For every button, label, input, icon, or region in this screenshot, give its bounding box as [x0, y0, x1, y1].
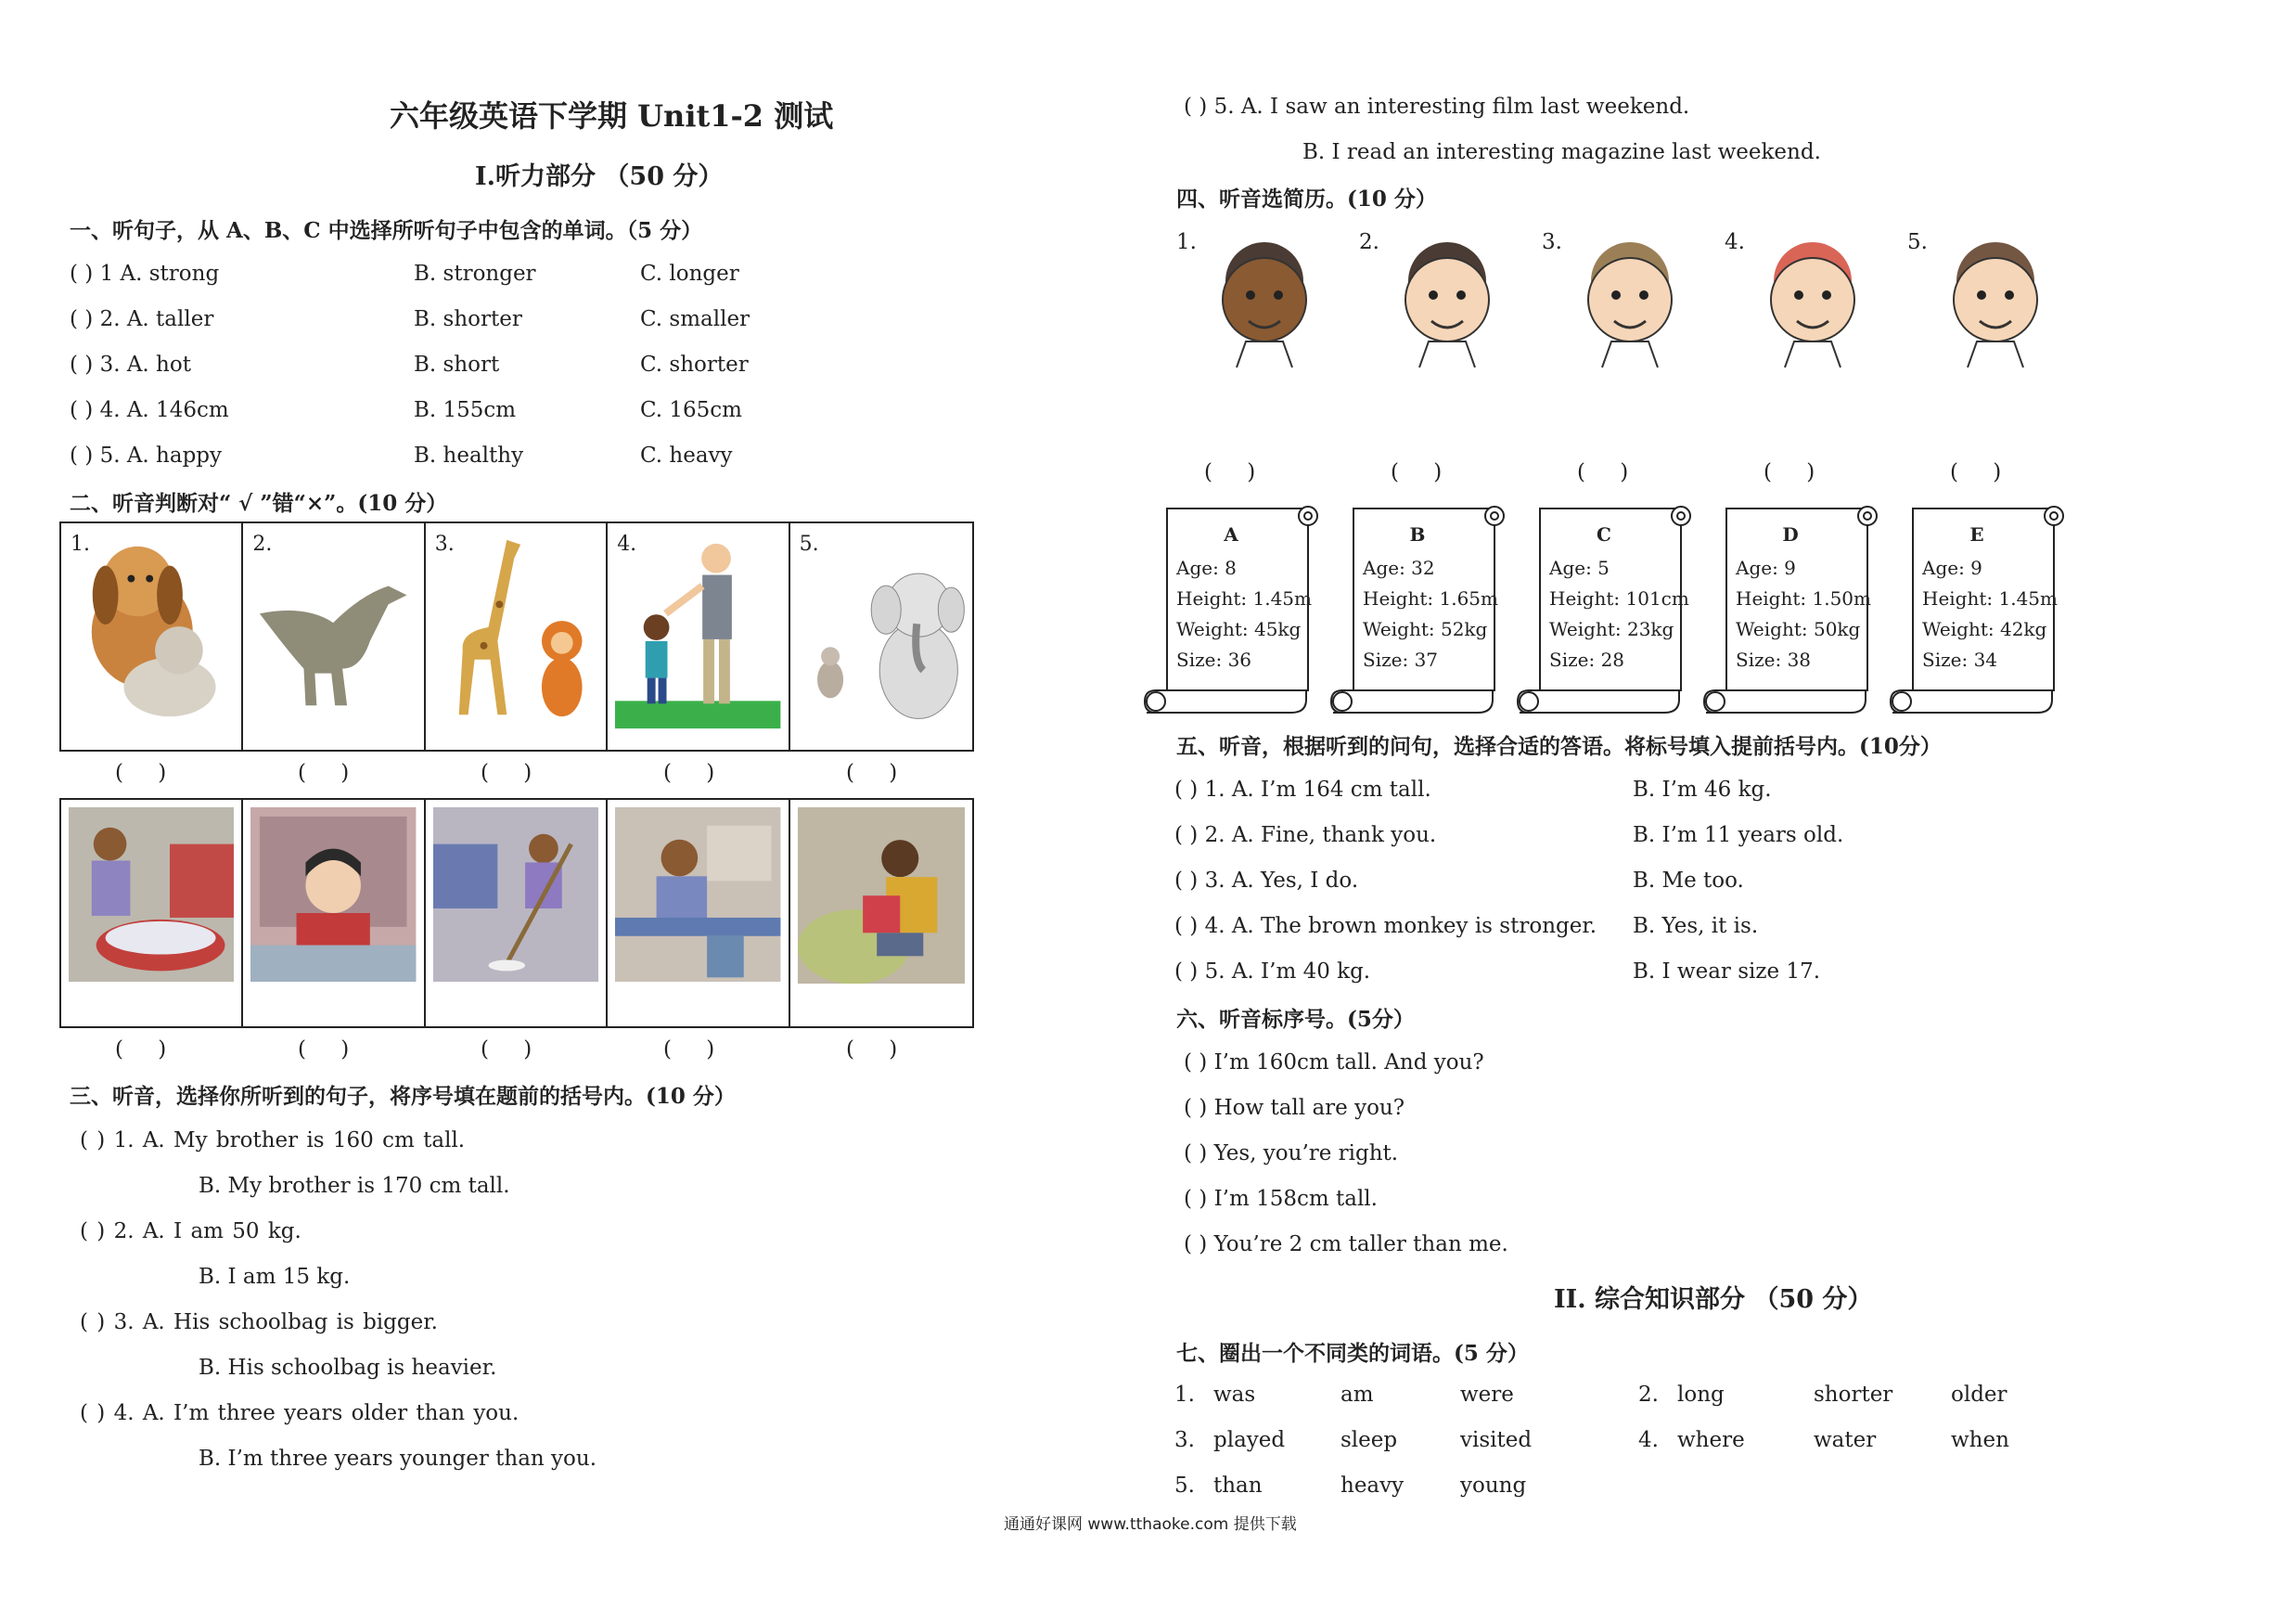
card-age: Age: 9	[1922, 557, 1982, 579]
picture-cell-10	[790, 800, 972, 1026]
answer-blank[interactable]: ( )	[1764, 460, 1815, 484]
question-number: 4.	[1638, 1428, 1659, 1452]
card-weight: Weight: 45kg	[1176, 618, 1302, 640]
section5-option-a: ( ) 5. A. I’m 40 kg.	[1174, 959, 1371, 984]
answer-blank[interactable]: ( )	[115, 1037, 167, 1062]
section3-option-b: B. I’m three years younger than you.	[199, 1447, 597, 1471]
answer-blank[interactable]: ( )	[481, 1037, 532, 1062]
section1-option-b: B. shorter	[414, 307, 522, 331]
child-face-icon	[1743, 230, 1882, 369]
picture-cell-8	[426, 800, 608, 1026]
card-size: Size: 37	[1363, 649, 1439, 671]
section3-option-a: ( ) 3. A. His schoolbag is bigger.	[80, 1310, 438, 1334]
section6-sentence: ( ) You’re 2 cm taller than me.	[1184, 1232, 1508, 1256]
card-size: Size: 36	[1176, 649, 1252, 671]
section3-option-b: B. His schoolbag is heavier.	[199, 1356, 497, 1380]
word-option: shorter	[1814, 1383, 1893, 1407]
card-letter: A	[1224, 523, 1238, 546]
picture-number: 3.	[434, 533, 455, 556]
section3-option-a: ( ) 5. A. I saw an interesting film last weekend.	[1184, 95, 1690, 119]
boy-sweeping-floor-icon	[433, 807, 598, 982]
question-number: 5.	[1174, 1474, 1195, 1498]
section4-heading: 四、听音选简历。(10 分）	[1176, 187, 1437, 212]
picture-cell-2	[243, 523, 425, 750]
answer-blank[interactable]: ( )	[1391, 460, 1443, 484]
child-face-icon	[1195, 230, 1334, 369]
section6-heading: 六、听音标序号。(5分）	[1176, 1007, 1415, 1032]
picture-cell-9	[608, 800, 789, 1026]
child-face-icon	[1378, 230, 1517, 369]
section5-option-a: ( ) 1. A. I’m 164 cm tall.	[1174, 778, 1431, 802]
picture-grid-bottom	[59, 798, 974, 1028]
section1-option-a: ( ) 1 A. strong	[70, 262, 220, 286]
word-option: older	[1951, 1383, 2007, 1407]
section5-option-b: B. I’m 11 years old.	[1633, 823, 1844, 847]
resume-card	[1702, 503, 1879, 714]
card-letter: E	[1969, 523, 1984, 546]
section5-option-b: B. I wear size 17.	[1633, 959, 1821, 984]
face-number: 5.	[1907, 230, 1928, 254]
child-face-icon	[1926, 230, 2065, 369]
section6-sentence: ( ) I’m 160cm tall. And you?	[1184, 1050, 1484, 1075]
section6-sentence: ( ) Yes, you’re right.	[1184, 1141, 1399, 1165]
question-number: 1.	[1174, 1383, 1195, 1407]
picture-cell-7	[243, 800, 425, 1026]
mouse-and-elephant-icon	[798, 531, 965, 735]
card-details	[1176, 553, 1312, 676]
boy-reading-book-icon	[798, 807, 965, 984]
card-weight: Weight: 52kg	[1363, 618, 1488, 640]
man-and-boy-icon	[615, 531, 780, 733]
section1-option-c: C. smaller	[640, 307, 750, 331]
card-height: Height: 101cm	[1549, 587, 1689, 610]
word-option: long	[1677, 1383, 1725, 1407]
section5-option-b: B. Yes, it is.	[1633, 914, 1759, 938]
section3-option-b: B. I read an interesting magazine last weekend.	[1302, 140, 1821, 164]
word-option: am	[1340, 1383, 1374, 1407]
boy-doing-homework-icon	[615, 807, 780, 982]
section1-option-b: B. 155cm	[414, 398, 517, 422]
card-letter: D	[1782, 523, 1799, 546]
resume-card	[1329, 503, 1506, 714]
card-details	[1363, 553, 1498, 676]
card-weight: Weight: 23kg	[1549, 618, 1674, 640]
picture-number: 2.	[252, 533, 273, 556]
section2-heading: 二、听音判断对“ √ ”错“×”。(10 分）	[70, 491, 448, 516]
section1-option-a: ( ) 3. A. hot	[70, 353, 191, 377]
picture-number: 1.	[71, 533, 90, 556]
child-face-icon	[1560, 230, 1700, 369]
word-option: than	[1213, 1474, 1263, 1498]
section1-option-b: B. short	[414, 353, 500, 377]
picture-cell-6	[61, 800, 243, 1026]
word-option: played	[1213, 1428, 1286, 1452]
card-height: Height: 1.65m	[1363, 587, 1498, 610]
section1-heading: 一、听句子，从 A、B、C 中选择所听句子中包含的单词。（5 分）	[70, 218, 703, 243]
answer-blank[interactable]: ( )	[298, 761, 350, 785]
section1-option-c: C. 165cm	[640, 398, 742, 422]
answer-blank[interactable]: ( )	[298, 1037, 350, 1062]
answer-blank[interactable]: ( )	[1577, 460, 1629, 484]
picture-cell-3	[426, 523, 608, 750]
answer-blank[interactable]: ( )	[115, 761, 167, 785]
face-number: 1.	[1176, 230, 1197, 254]
answer-blank[interactable]: ( )	[481, 761, 532, 785]
card-letter: B	[1409, 523, 1426, 546]
section5-option-a: ( ) 3. A. Yes, I do.	[1174, 869, 1359, 893]
part2-heading: II. 综合知识部分 （50 分）	[1554, 1285, 1873, 1314]
card-letter: C	[1597, 523, 1611, 546]
section6-sentence: ( ) I’m 158cm tall.	[1184, 1187, 1378, 1211]
answer-blank[interactable]: ( )	[663, 761, 715, 785]
section3-option-b: B. I am 15 kg.	[199, 1265, 351, 1289]
section1-option-b: B. healthy	[414, 444, 524, 468]
answer-blank[interactable]: ( )	[1950, 460, 2002, 484]
card-details	[1736, 553, 1871, 676]
word-option: water	[1814, 1428, 1877, 1452]
part1-heading: I.听力部分 （50 分）	[475, 162, 724, 191]
face-number: 4.	[1725, 230, 1745, 254]
card-height: Height: 1.45m	[1176, 587, 1312, 610]
answer-blank[interactable]: ( )	[846, 761, 898, 785]
picture-cell-5	[790, 523, 972, 750]
resume-card	[1889, 503, 2065, 714]
picture-number: 5.	[799, 533, 819, 556]
section1-option-c: C. shorter	[640, 353, 749, 377]
answer-blank[interactable]: ( )	[663, 1037, 715, 1062]
word-option: heavy	[1340, 1474, 1405, 1498]
section5-option-a: ( ) 2. A. Fine, thank you.	[1174, 823, 1437, 847]
section5-option-b: B. I’m 46 kg.	[1633, 778, 1772, 802]
card-details	[1922, 553, 2058, 676]
resume-card	[1143, 503, 1319, 714]
card-size: Size: 38	[1736, 649, 1812, 671]
section1-option-b: B. stronger	[414, 262, 536, 286]
boy-washing-clothes-icon	[69, 807, 234, 982]
section1-option-a: ( ) 4. A. 146cm	[70, 398, 229, 422]
question-number: 2.	[1638, 1383, 1659, 1407]
page-title: 六年级英语下学期 Unit1-2 测试	[390, 98, 834, 134]
section3-option-a: ( ) 4. A. I’m three years older than you.	[80, 1401, 519, 1425]
section3-option-a: ( ) 2. A. I am 50 kg.	[80, 1219, 301, 1243]
section5-option-b: B. Me too.	[1633, 869, 1744, 893]
card-size: Size: 28	[1549, 649, 1625, 671]
section1-option-a: ( ) 2. A. taller	[70, 307, 214, 331]
picture-cell-4	[608, 523, 789, 750]
answer-blank[interactable]: ( )	[846, 1037, 898, 1062]
card-age: Age: 8	[1176, 557, 1237, 579]
section3-heading: 三、听音，选择你所听到的句子，将序号填在题前的括号内。(10 分）	[70, 1084, 736, 1109]
card-weight: Weight: 50kg	[1736, 618, 1861, 640]
face-number: 2.	[1359, 230, 1379, 254]
card-age: Age: 5	[1549, 557, 1610, 579]
card-age: Age: 32	[1363, 557, 1435, 579]
picture-grid-top	[59, 521, 974, 752]
dog-and-cat-icon	[69, 531, 234, 733]
word-option: when	[1951, 1428, 2009, 1452]
word-option: young	[1460, 1474, 1527, 1498]
question-number: 3.	[1174, 1428, 1195, 1452]
card-size: Size: 34	[1922, 649, 1998, 671]
card-age: Age: 9	[1736, 557, 1796, 579]
word-option: were	[1460, 1383, 1514, 1407]
picture-number: 4.	[617, 533, 637, 556]
section6-sentence: ( ) How tall are you?	[1184, 1096, 1405, 1120]
section5-option-a: ( ) 4. A. The brown monkey is stronger.	[1174, 914, 1597, 938]
section3-option-b: B. My brother is 170 cm tall.	[199, 1174, 510, 1198]
face-number: 3.	[1542, 230, 1562, 254]
section7-heading: 七、圈出一个不同类的词语。(5 分）	[1176, 1341, 1529, 1366]
card-height: Height: 1.45m	[1922, 587, 2058, 610]
child-looking-out-window-icon	[250, 807, 416, 982]
word-option: was	[1213, 1383, 1256, 1407]
card-weight: Weight: 42kg	[1922, 618, 2047, 640]
dinosaur-icon	[250, 531, 416, 733]
resume-card	[1516, 503, 1692, 714]
section5-heading: 五、听音，根据听到的问句，选择合适的答语。将标号填入提前括号内。(10分）	[1176, 734, 1942, 759]
word-option: visited	[1460, 1428, 1533, 1452]
section1-option-c: C. heavy	[640, 444, 733, 468]
section1-option-a: ( ) 5. A. happy	[70, 444, 223, 468]
answer-blank[interactable]: ( )	[1204, 460, 1256, 484]
picture-cell-1	[61, 523, 243, 750]
card-details	[1549, 553, 1689, 676]
section3-option-a: ( ) 1. A. My brother is 160 cm tall.	[80, 1128, 466, 1152]
word-option: where	[1677, 1428, 1745, 1452]
section1-option-c: C. longer	[640, 262, 739, 286]
footer-text: 通通好课网 www.tthaoke.com 提供下载	[1004, 1515, 1297, 1534]
word-option: sleep	[1340, 1428, 1398, 1452]
card-height: Height: 1.50m	[1736, 587, 1871, 610]
giraffe-and-monkey-icon	[433, 531, 598, 733]
